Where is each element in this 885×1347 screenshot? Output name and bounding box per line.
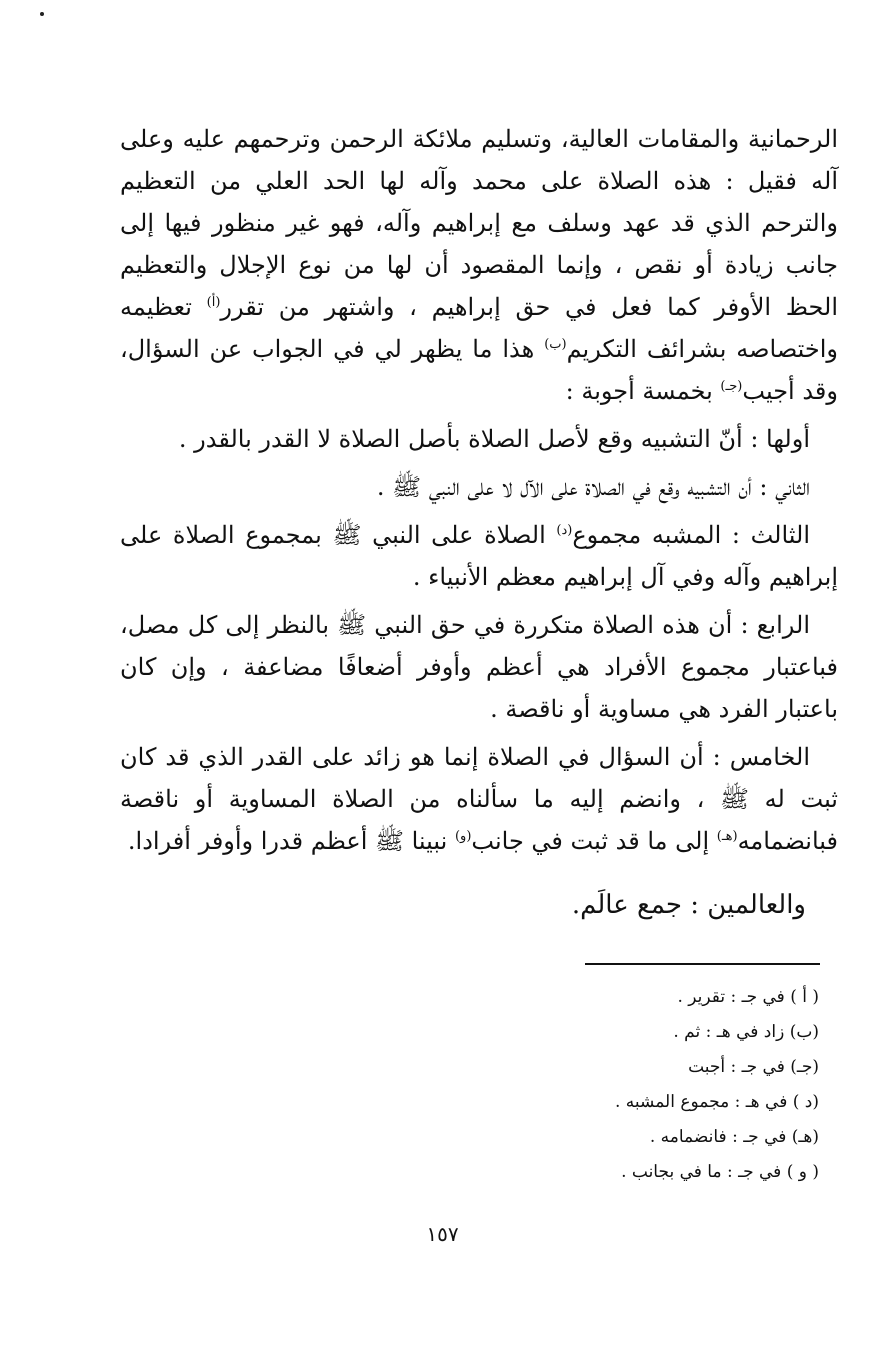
paragraph-opening (120, 118, 838, 412)
answer-fourth: الرابع : أن هذه الصلاة متكررة في حق النبي ﷺ بالنظر إلى كل مصل، فباعتبار مجموع الأفراد هي أعظم وأوفر أضعافًا مضاعفة ، وإن كان باعتبار الفرد هي مساوية أو ناقصة . (120, 611, 838, 723)
closing-line: والعالمين : جمع عالَم. (571, 890, 806, 920)
paragraph-text: هذا ما يظهر لي في الجواب عن السؤال، وقد أجيب (120, 335, 838, 405)
footnote-w: ( و ) في جـ : ما في بجانب . (621, 1162, 819, 1182)
footnote-ref-h: (هـ) (716, 829, 738, 844)
footnote-j: (جـ) في جـ : أجبت (688, 1057, 819, 1077)
paragraph-text: بخمسة أجوبة : (565, 377, 721, 405)
main-text (120, 118, 838, 926)
footnotes (499, 980, 819, 1190)
paragraph-text: الثالث : المشبه مجموع (572, 521, 810, 549)
footnote-ref-w: (و) (454, 829, 472, 844)
footnote-ref-d: (د) (556, 523, 573, 538)
scan-dot (40, 12, 44, 16)
footnote-divider (585, 963, 820, 965)
footnote-h: (هـ) في جـ : فانضمامه . (649, 1127, 819, 1147)
paragraph-text: نبينا ﷺ أعظم قدرا وأوفر أفرادا. (127, 827, 455, 855)
footnote-b: (ب) زاد في هـ : ثم . (673, 1022, 819, 1042)
paragraph-text: الصلاة على النبي ﷺ بمجموع الصلاة على إبراهيم وآله وفي آل إبراهيم معظم الأنبياء . (120, 521, 838, 591)
answer-second: الثاني : أن التشبيه وقع في الصلاة على الآل لا على النبي ﷺ . (376, 473, 810, 501)
footnote-ref-a: (أ) (206, 295, 221, 310)
answer-fifth (120, 736, 838, 862)
page-number: ١٥٧ (426, 1222, 459, 1246)
paragraph-text: الرحمانية والمقامات العالية، وتسليم ملائكة الرحمن وترحمهم عليه وعلى آله فقيل : هذه الصلاة على محمد وآله لها الحد العلي من التعظيم والترحم الذي قد عهد وسلف مع إبراهيم وآله، فهو غير منظور فيها إلى جانب زيادة أو نقص ، وإنما المقصود أن لها من نوع الإجلال والتعظيم الحظ الأوفر كما فعل في حق إبراهيم ، واشتهر من تقرر (120, 125, 839, 321)
footnote-ref-b: (ب) (544, 337, 567, 352)
answer-third (120, 514, 838, 598)
paragraph-text: إلى ما قد ثبت في جانب (471, 827, 717, 855)
paragraph-text: تعظيمه واختصاصه بشرائف التكريم (120, 293, 838, 363)
paragraph-text: الخامس : أن السؤال في الصلاة إنما هو زائد على القدر الذي قد كان ثبت له ﷺ ، وانضم إليه ما سألناه من الصلاة المساوية أو ناقصة فبانضمامه (120, 743, 838, 855)
footnote-a: ( أ ) في جـ : تقرير . (677, 987, 819, 1007)
footnote-ref-j: (جـ) (720, 379, 743, 394)
footnote-d: (د ) في هـ : مجموع المشبه . (614, 1092, 819, 1112)
answer-first: أولها : أنّ التشبيه وقع لأصل الصلاة بأصل الصلاة لا القدر بالقدر . (178, 425, 810, 453)
